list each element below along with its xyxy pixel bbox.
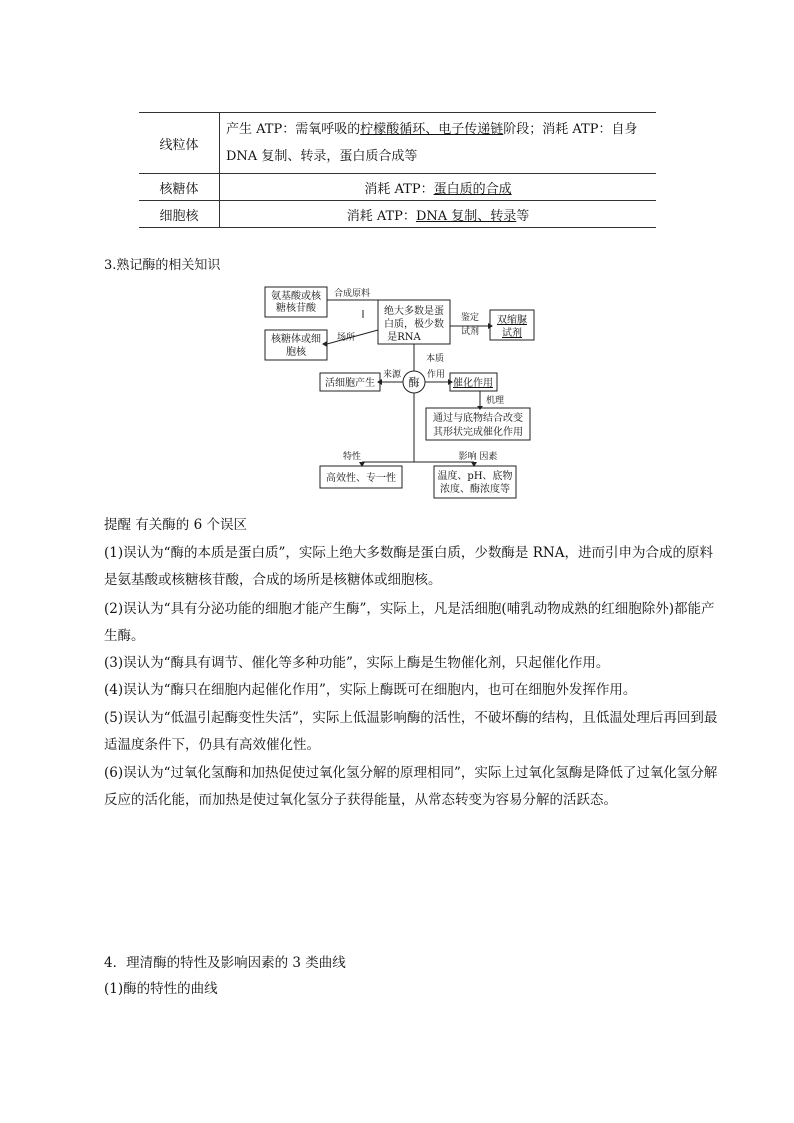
svg-text:通过与底物结合改变: 通过与底物结合改变 bbox=[433, 413, 523, 424]
svg-text:来源: 来源 bbox=[382, 370, 402, 380]
tip-item-3: (3)误认为“酶具有调节、催化等多种功能”，实际上酶是生物催化剂，只起催化作用。 bbox=[104, 655, 610, 671]
svg-text:试剂: 试剂 bbox=[460, 327, 480, 337]
svg-text:鉴定: 鉴定 bbox=[460, 313, 480, 323]
section3-title: 3.熟记酶的相关知识 bbox=[104, 258, 221, 273]
row-header: 核糖体 bbox=[139, 174, 220, 201]
tip-item-5: (5)误认为“低温引起酶变性失活”，实际上低温影响酶的活性，不破坏酶的结构，且低温处理后再回到最适温度条件下，仍具有高效催化性。 bbox=[104, 710, 718, 753]
svg-text:温度、pH、底物: 温度、pH、底物 bbox=[437, 471, 513, 482]
svg-text:作用: 作用 bbox=[426, 370, 446, 380]
svg-text:催化作用: 催化作用 bbox=[453, 378, 493, 389]
row-content: 产生 ATP：需氧呼吸的柠檬酸循环、电子传递链阶段；消耗 ATP：自身 DNA 复制、转录，蛋白质合成等 bbox=[220, 113, 657, 174]
tip-item-2: (2)误认为“具有分泌功能的细胞才能产生酶”，实际上，凡是活细胞(哺乳动物成熟的红细胞除外)都能产生酶。 bbox=[104, 601, 715, 644]
atp-table bbox=[139, 112, 656, 228]
svg-text:白质，极少数: 白质，极少数 bbox=[384, 319, 444, 330]
svg-text:合成原料: 合成原料 bbox=[333, 289, 371, 299]
svg-text:是RNA: 是RNA bbox=[387, 332, 421, 343]
table-row bbox=[139, 113, 656, 174]
svg-text:双缩脲: 双缩脲 bbox=[497, 315, 527, 326]
svg-text:机理: 机理 bbox=[486, 396, 505, 406]
svg-text:试剂: 试剂 bbox=[502, 328, 522, 339]
tip-item-1: (1)误认为“酶的本质是蛋白质”，实际上绝大多数酶是蛋白质，少数酶是 RNA，进而引申为合成的原料是氨基酸或核糖核苷酸，合成的场所是核糖体或细胞核。 bbox=[104, 545, 713, 588]
enzyme-concept-diagram bbox=[255, 282, 545, 504]
row-header: 线粒体 bbox=[139, 113, 220, 174]
section4-title: 4．理清酶的特性及影响因素的 3 类曲线 bbox=[104, 955, 346, 971]
svg-text:活细胞产生: 活细胞产生 bbox=[325, 378, 375, 389]
tip-title: 提醒 有关酶的 6 个误区 bbox=[104, 517, 247, 533]
svg-text:特性: 特性 bbox=[342, 452, 362, 462]
svg-text:影响 因素: 影响 因素 bbox=[458, 452, 498, 462]
svg-text:酶: 酶 bbox=[408, 376, 420, 389]
svg-text:糖核苷酸: 糖核苷酸 bbox=[276, 303, 316, 314]
tip-item-6: (6)误认为“过氧化氢酶和加热促使过氧化氢分解的原理相同”，实际上过氧化氢酶是降低了过氧化氢分解反应的活化能，而加热是使过氧化氢分子获得能量，从常态转变为容易分解的活跃态。 bbox=[104, 765, 718, 808]
section4-sub: (1)酶的特性的曲线 bbox=[104, 981, 218, 997]
row-content: 消耗 ATP：蛋白质的合成 bbox=[220, 174, 657, 201]
row-content: 消耗 ATP：DNA 复制、转录等 bbox=[220, 201, 657, 228]
svg-text:核糖体或细: 核糖体或细 bbox=[271, 334, 321, 345]
svg-text:绝大多数是蛋: 绝大多数是蛋 bbox=[384, 306, 444, 317]
svg-text:胞核: 胞核 bbox=[286, 347, 306, 358]
svg-text:本质: 本质 bbox=[426, 354, 445, 364]
table-row bbox=[139, 174, 656, 201]
svg-text:浓度、酶浓度等: 浓度、酶浓度等 bbox=[440, 484, 510, 495]
svg-text:其形状完成催化作用: 其形状完成催化作用 bbox=[433, 427, 523, 438]
table-row bbox=[139, 201, 656, 228]
svg-text:场所: 场所 bbox=[336, 333, 356, 343]
tip-item-4: (4)误认为“酶只在细胞内起催化作用”，实际上酶既可在细胞内，也可在细胞外发挥作用。 bbox=[104, 682, 637, 698]
svg-text:氨基酸或核: 氨基酸或核 bbox=[271, 291, 321, 302]
row-header: 细胞核 bbox=[139, 201, 220, 228]
svg-text:高效性、专一性: 高效性、专一性 bbox=[326, 473, 396, 484]
